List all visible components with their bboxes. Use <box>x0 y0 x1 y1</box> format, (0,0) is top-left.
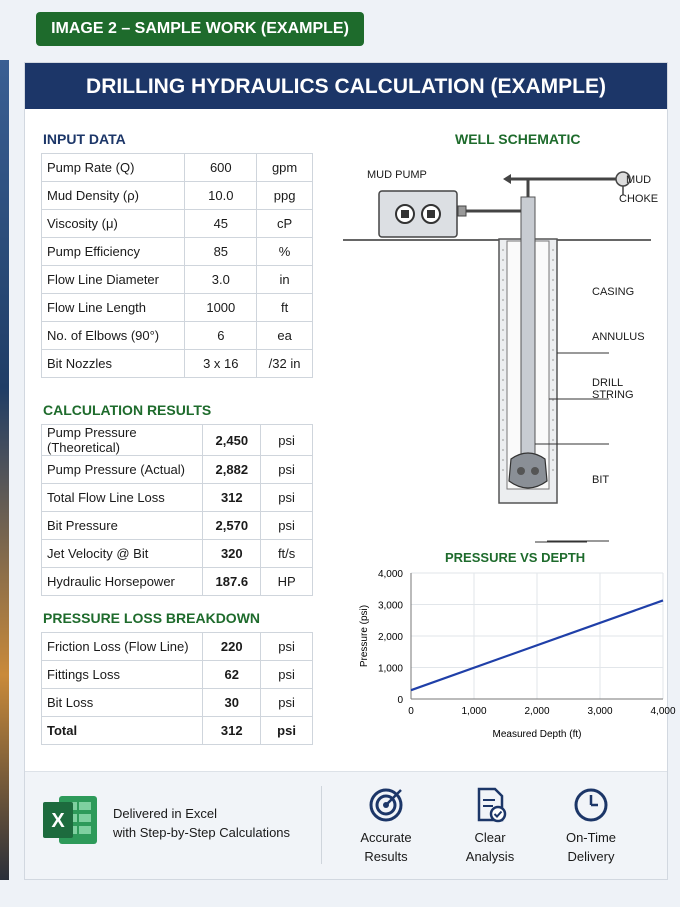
cell-value: 312 <box>203 484 261 512</box>
cell-unit: in <box>257 266 313 294</box>
cell-label: Mud Density (ρ) <box>42 182 185 210</box>
cell-value: 10.0 <box>185 182 257 210</box>
background-strip <box>0 60 9 880</box>
cell-unit: psi <box>261 717 313 745</box>
x-tick-label: 0 <box>408 706 414 717</box>
schematic-title: WELL SCHEMATIC <box>455 131 581 147</box>
cell-value: 6 <box>185 322 257 350</box>
cell-label: Bit Loss <box>42 689 203 717</box>
table-row <box>42 322 313 350</box>
cell-unit: psi <box>261 484 313 512</box>
drill-string-label: DRILL STRING <box>592 377 634 401</box>
cell-label: Bit Nozzles <box>42 350 185 378</box>
cell-label: Flow Line Diameter <box>42 266 185 294</box>
cell-label: Bit Pressure <box>42 512 203 540</box>
cell-label: Friction Loss (Flow Line) <box>42 633 203 661</box>
cell-unit: gpm <box>257 154 313 182</box>
cell-label: Hydraulic Horsepower <box>42 568 203 596</box>
y-tick-label: 3,000 <box>377 600 403 612</box>
sample-badge: IMAGE 2 – SAMPLE WORK (EXAMPLE) <box>36 12 364 46</box>
table-row <box>42 484 313 512</box>
cell-value: 187.6 <box>203 568 261 596</box>
cell-label: Total <box>42 717 203 745</box>
table-row <box>42 661 313 689</box>
table-row <box>42 154 313 182</box>
table-row <box>42 350 313 378</box>
cell-unit: ppg <box>257 182 313 210</box>
feature-delivery: On-Time Delivery <box>565 830 617 864</box>
x-axis-label: Measured Depth (ft) <box>492 729 582 740</box>
bit-label: BIT <box>592 474 610 486</box>
document-check-icon <box>471 786 509 824</box>
cell-label: Viscosity (μ) <box>42 210 185 238</box>
cell-value: 62 <box>203 661 261 689</box>
cell-label: No. of Elbows (90°) <box>42 322 185 350</box>
pressure-depth-chart <box>327 563 676 753</box>
x-tick-label: 1,000 <box>461 706 487 717</box>
target-icon <box>367 786 405 824</box>
cell-value: 30 <box>203 689 261 717</box>
y-axis-label: Pressure (psi) <box>359 604 370 668</box>
cell-value: 220 <box>203 633 261 661</box>
chart-title: PRESSURE VS DEPTH <box>445 550 586 565</box>
y-tick-label: 0 <box>397 695 403 706</box>
x-tick-label: 4,000 <box>650 706 676 717</box>
results-title: CALCULATION RESULTS <box>43 402 212 418</box>
bit-leader <box>535 538 595 548</box>
cell-unit: cP <box>257 210 313 238</box>
table-row <box>42 633 313 661</box>
cell-unit: % <box>257 238 313 266</box>
cell-value: 3 x 16 <box>185 350 257 378</box>
y-tick-label: 1,000 <box>377 663 403 675</box>
input-data-title: INPUT DATA <box>43 131 126 147</box>
casing-label: CASING <box>592 286 635 298</box>
feature-accurate: Accurate Results <box>360 830 412 864</box>
delivered-text: Delivered in Excel with Step-by-Step Calculations <box>113 806 291 840</box>
results-table <box>41 424 313 596</box>
table-row <box>42 456 313 484</box>
cell-value: 45 <box>185 210 257 238</box>
cell-unit: ft <box>257 294 313 322</box>
cell-value: 320 <box>203 540 261 568</box>
excel-icon <box>41 790 101 850</box>
y-tick-label: 2,000 <box>377 632 403 643</box>
cell-value: 600 <box>185 154 257 182</box>
table-row <box>42 182 313 210</box>
mud-pump-label: MUD PUMP <box>367 169 427 181</box>
table-row <box>42 238 313 266</box>
cell-label: Total Flow Line Loss <box>42 484 203 512</box>
cell-label: Pump Efficiency <box>42 238 185 266</box>
cell-label: Pump Pressure (Theoretical) <box>42 425 203 456</box>
page-title: DRILLING HYDRAULICS CALCULATION (EXAMPLE) <box>25 63 667 109</box>
input-table <box>41 153 313 378</box>
footer-divider <box>321 786 322 864</box>
cell-unit: psi <box>261 689 313 717</box>
cell-value: 2,570 <box>203 512 261 540</box>
cell-unit: ft/s <box>261 540 313 568</box>
cell-label: Jet Velocity @ Bit <box>42 540 203 568</box>
cell-value: 3.0 <box>185 266 257 294</box>
table-row <box>42 266 313 294</box>
cell-unit: ea <box>257 322 313 350</box>
cell-label: Pump Rate (Q) <box>42 154 185 182</box>
cell-value: 2,882 <box>203 456 261 484</box>
footer <box>25 771 667 879</box>
table-row <box>42 210 313 238</box>
feature-analysis: Clear Analysis <box>465 830 515 864</box>
drill-bit <box>509 453 547 488</box>
cell-unit: psi <box>261 425 313 456</box>
cell-value: 2,450 <box>203 425 261 456</box>
cell-label: Flow Line Length <box>42 294 185 322</box>
annulus-label: ANNULUS <box>592 331 645 343</box>
y-tick-label: 4,000 <box>377 569 403 580</box>
table-row <box>42 425 313 456</box>
cell-label: Fittings Loss <box>42 661 203 689</box>
cell-label: Pump Pressure (Actual) <box>42 456 203 484</box>
mud-choke-label: MUD CHOKE <box>619 174 659 205</box>
clock-icon <box>572 786 610 824</box>
table-row <box>42 512 313 540</box>
calculation-card <box>24 62 676 880</box>
cell-value: 312 <box>203 717 261 745</box>
breakdown-table <box>41 632 313 745</box>
cell-unit: psi <box>261 661 313 689</box>
table-row <box>42 294 313 322</box>
x-tick-label: 3,000 <box>587 706 613 717</box>
cell-unit: psi <box>261 456 313 484</box>
x-tick-label: 2,000 <box>524 706 550 717</box>
table-row <box>42 568 313 596</box>
table-row <box>42 689 313 717</box>
cell-value: 1000 <box>185 294 257 322</box>
cell-unit: psi <box>261 512 313 540</box>
breakdown-title: PRESSURE LOSS BREAKDOWN <box>43 610 261 626</box>
cell-unit: psi <box>261 633 313 661</box>
cell-unit: HP <box>261 568 313 596</box>
table-row <box>42 540 313 568</box>
drill-string <box>521 197 535 459</box>
cell-value: 85 <box>185 238 257 266</box>
table-row <box>42 717 313 745</box>
cell-unit: /32 in <box>257 350 313 378</box>
excel-letter: X <box>51 810 65 832</box>
mud-pump <box>379 191 457 237</box>
